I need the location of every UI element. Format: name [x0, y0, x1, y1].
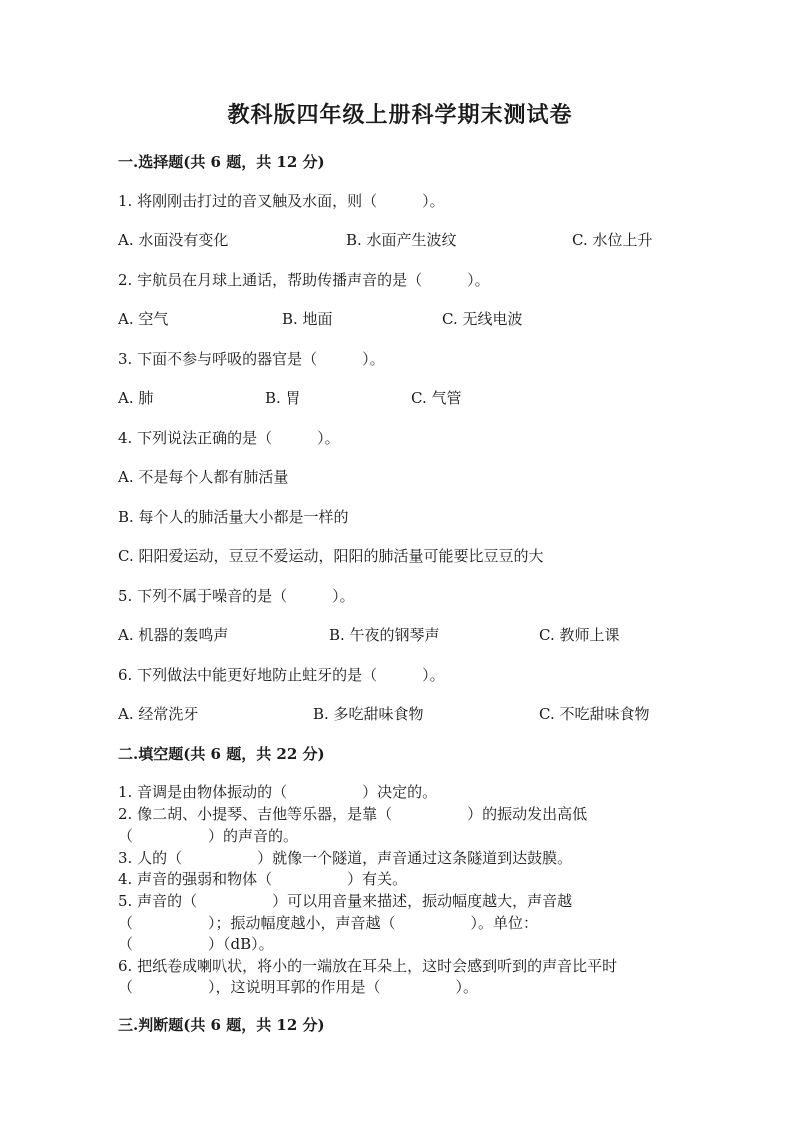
section-heading-fill-in: 二.填空题(共 6 题，共 22 分)	[118, 745, 325, 763]
question-stem: 2. 宇航员在月球上通话，帮助传播声音的是（ ）。	[118, 271, 490, 289]
answer-option: A. 机器的轰鸣声	[118, 626, 229, 644]
answer-option: A. 水面没有变化	[118, 231, 229, 249]
question-stem: 3. 下面不参与呼吸的器官是（ ）。	[118, 350, 385, 368]
fill-line: （ ），这说明耳郭的作用是（ ）。	[118, 978, 479, 996]
answer-option: A. 肺	[118, 389, 154, 407]
fill-line: 3. 人的（ ）就像一个隧道，声音通过这条隧道到达鼓膜。	[118, 849, 573, 867]
answer-option: B. 水面产生波纹	[346, 231, 457, 249]
question-stem: 4. 下列说法正确的是（ ）。	[118, 429, 340, 447]
fill-line: 1. 音调是由物体振动的（ ）决定的。	[118, 783, 438, 801]
fill-line: （ ）的声音的。	[118, 827, 299, 845]
answer-option: A. 不是每个人都有肺活量	[118, 468, 289, 486]
answer-option: C. 教师上课	[539, 626, 620, 644]
exam-title: 教科版四年级上册科学期末测试卷	[227, 102, 573, 128]
answer-option: C. 水位上升	[572, 231, 653, 249]
question-stem: 1. 将刚刚击打过的音叉触及水面，则（ ）。	[118, 192, 445, 210]
answer-option: C. 不吃甜味食物	[539, 705, 650, 723]
section-heading-true-false: 三.判断题(共 6 题，共 12 分)	[118, 1016, 325, 1034]
question-stem: 5. 下列不属于噪音的是（ ）。	[118, 587, 355, 605]
answer-option: C. 阳阳爱运动，豆豆不爱运动，阳阳的肺活量可能要比豆豆的大	[118, 547, 544, 565]
answer-option: B. 地面	[282, 310, 333, 328]
fill-line: 6. 把纸卷成喇叭状，将小的一端放在耳朵上，这时会感到听到的声音比平时	[118, 957, 618, 975]
answer-option: A. 空气	[118, 310, 169, 328]
fill-line: （ ）（dB）。	[118, 935, 274, 953]
answer-option: B. 多吃甜味食物	[313, 705, 424, 723]
answer-option: C. 气管	[411, 389, 462, 407]
fill-line: 2. 像二胡、小提琴、吉他等乐器，是靠（ ）的振动发出高低	[118, 805, 588, 823]
fill-line: 4. 声音的强弱和物体（ ）有关。	[118, 870, 408, 888]
section-heading-multiple-choice: 一.选择题(共 6 题，共 12 分)	[118, 153, 325, 171]
answer-option: B. 胃	[265, 389, 301, 407]
answer-option: B. 每个人的肺活量大小都是一样的	[118, 508, 349, 526]
answer-option: B. 午夜的钢琴声	[329, 626, 440, 644]
fill-line: （ ）；振动幅度越小，声音越（ ）。单位：	[118, 914, 539, 932]
fill-line: 5. 声音的（ ）可以用音量来描述，振动幅度越大，声音越	[118, 892, 573, 910]
answer-option: A. 经常洗牙	[118, 705, 199, 723]
question-stem: 6. 下列做法中能更好地防止蛀牙的是（ ）。	[118, 666, 445, 684]
answer-option: C. 无线电波	[442, 310, 523, 328]
